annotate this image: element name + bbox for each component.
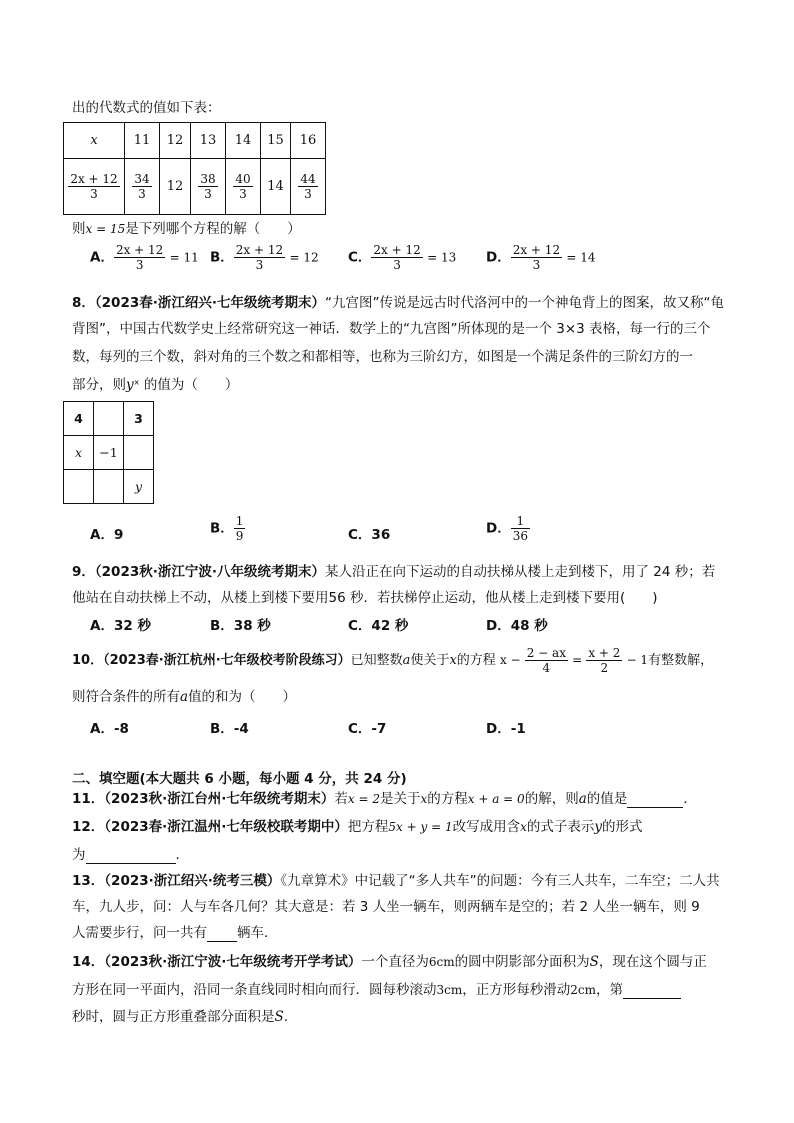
- q7-option-a[interactable]: A． $\frac{2x + 12}{3}$ = 11: [90, 243, 199, 272]
- q7-option-c[interactable]: C． $\frac{2x + 12}{3}$ = 13: [348, 243, 457, 272]
- q8-line-1: 8．（2023春·浙江绍兴·七年级统考期末）“九宫图”传说是远古时代洛河中的一个神龟背上的图案，故又称“龟: [72, 295, 724, 311]
- grid-cell: 4: [64, 402, 94, 436]
- expr-fraction: $\frac{2x + 12}{3}$: [70, 172, 118, 201]
- q11-line-1: 11．（2023秋·浙江台州·七年级统考期末）若x = 2是关于x的方程x + a = 0的解，则a的值是 ．: [72, 791, 697, 807]
- q8-option-d[interactable]: D． $\frac{1}{36}$: [486, 514, 528, 543]
- q13-line-1: 13．（2023·浙江绍兴·统考三模）《九章算术》中记载了“多人共车”的问题：今有三人共车，二车空；二人共: [72, 873, 720, 889]
- q8-line-3: 数，每列的三个数，斜对角的三个数之和都相等，也称为三阶幻方，如图是一个满足条件的三阶幻方的一: [72, 349, 693, 365]
- table-x-value: 16: [291, 123, 326, 159]
- q10-line-1: 10．（2023春·浙江杭州·七年级校考阶段练习）已知整数a使关于x的方程 x − $\frac{2 - ax}{4}$ = $\frac{x + 2}{2}$ − 1有整数解，: [72, 646, 714, 675]
- q14-line-1: 14．（2023秋·浙江宁波·七年级统考开学考试）一个直径为6cm的圆中阴影部分面积为S，现在这个圆与正: [72, 954, 707, 970]
- q8-line-4: 部分，则yˣ 的值为（ ）: [72, 377, 239, 393]
- table-result-cell: $\frac{40}{3}$: [226, 159, 261, 215]
- q8-line-2: 背图”，中国古代数学史上经常研究这一神话．数学上的“九宫图”所体现的是一个 3×3 表格，每一行的三个: [72, 321, 711, 337]
- table-x-value: 12: [160, 123, 191, 159]
- q10-option-c[interactable]: C．-7: [348, 721, 387, 737]
- q7-option-b[interactable]: B． $\frac{2x + 12}{3}$ = 12: [210, 243, 319, 272]
- q9-option-c[interactable]: C．42 秒: [348, 618, 409, 634]
- q13-answer-blank[interactable]: [207, 925, 237, 942]
- q14-line-3: 秒时，圆与正方形重叠部分面积是S.: [72, 1009, 289, 1025]
- q12-line-1: 12．（2023春·浙江温州·七年级校联考期中）把方程5x + y = 1改写成用含x的式子表示y的形式: [72, 819, 643, 835]
- q12-answer-blank[interactable]: [86, 847, 176, 864]
- q13-line-2: 车，九人步，问：人与车各几何？其大意是：若 3 人坐一辆车，则两辆车是空的；若 2 人坐一辆车，则 9: [72, 899, 700, 915]
- q7-option-d[interactable]: D． $\frac{2x + 12}{3}$ = 14: [486, 243, 596, 272]
- grid-cell: x: [64, 436, 94, 470]
- q10-option-a[interactable]: A．-8: [90, 721, 129, 737]
- table-expr-cell: [64, 159, 125, 215]
- q9-line-2: 他站在自动扶梯上不动，从楼上到楼下要用56 秒．若扶梯停止运动，他从楼上走到楼下要用( ): [72, 590, 658, 606]
- table-result-cell: $\frac{44}{3}$: [291, 159, 326, 215]
- q8-option-c[interactable]: C．36: [348, 527, 391, 543]
- q8-option-a[interactable]: A．9: [90, 527, 124, 543]
- q12-line-2: 为 ．: [72, 847, 189, 863]
- table-x-value: 13: [191, 123, 226, 159]
- q14-line-2: 方形在同一平面内，沿同一条直线同时相向而行．圆每秒滚动3cm，正方形每秒滑动2cm，第: [72, 978, 681, 999]
- grid-cell: [94, 470, 124, 504]
- q10-option-b[interactable]: B．-4: [210, 721, 249, 737]
- table-result-cell: $\frac{34}{3}$: [125, 159, 160, 215]
- q11-answer-blank[interactable]: [627, 791, 683, 808]
- value-table: [63, 122, 326, 215]
- grid-cell: [124, 436, 154, 470]
- intro-line: 出的代数式的值如下表：: [72, 100, 221, 116]
- q10-option-d[interactable]: D．-1: [486, 721, 526, 737]
- grid-cell: −1: [94, 436, 124, 470]
- q9-line-1: 9．（2023秋·浙江宁波·八年级统考期末）某人沿正在向下运动的自动扶梯从楼上走到楼下，用了 24 秒；若: [72, 564, 716, 580]
- grid-cell: [94, 402, 124, 436]
- table-x-value: 11: [125, 123, 160, 159]
- q9-option-b[interactable]: B．38 秒: [210, 618, 271, 634]
- table-result-cell: $\frac{38}{3}$: [191, 159, 226, 215]
- grid-cell: 3: [124, 402, 154, 436]
- q9-option-d[interactable]: D．48 秒: [486, 618, 548, 634]
- table-x-value: 14: [226, 123, 261, 159]
- q14-answer-blank[interactable]: [623, 982, 681, 999]
- q8-option-b[interactable]: B． $\frac{1}{9}$: [210, 514, 244, 543]
- grid-cell: [64, 470, 94, 504]
- q7-stem: 则x = 15是下列哪个方程的解（ ）: [72, 221, 301, 237]
- section-title: 二、填空题(本大题共 6 小题，每小题 4 分，共 24 分): [72, 771, 407, 787]
- q10-line-2: 则符合条件的所有a值的和为（ ）: [72, 689, 297, 705]
- grid-cell: y: [124, 470, 154, 504]
- q13-line-3: 人需要步行，问一共有 辆车．: [72, 925, 278, 941]
- q9-option-a[interactable]: A．32 秒: [90, 618, 151, 634]
- magic-square-grid: [63, 401, 154, 504]
- table-x-label: x: [64, 123, 125, 159]
- table-x-value: 15: [261, 123, 291, 159]
- table-result-cell: 12: [160, 159, 191, 215]
- table-result-cell: 14: [261, 159, 291, 215]
